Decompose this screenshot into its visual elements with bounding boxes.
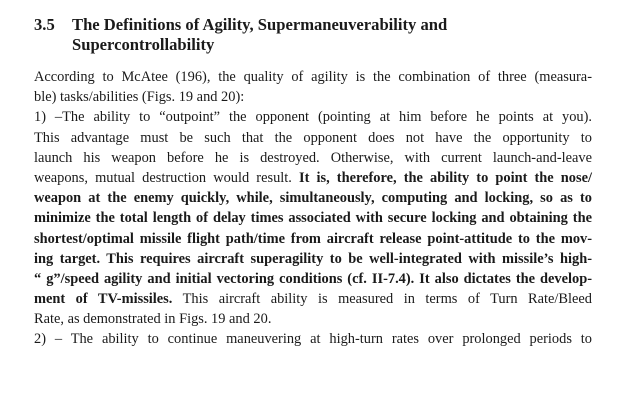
- text-segment: 2) – The ability to continue maneuvering at high-turn rates over prolonged periods to: [34, 331, 592, 348]
- bold-text-segment: “ g”/speed agility and initial vectoring conditions (cf. II-7.4). It also dictates the develop-: [34, 270, 592, 287]
- section-number: 3.5: [34, 15, 55, 34]
- bold-text-segment: It is, therefore, the ability to point the nose/: [298, 169, 592, 186]
- text-line: [34, 67, 592, 87]
- bold-text-segment: minimize the total length of delay times associated with secure locking and obtaining the: [34, 210, 592, 227]
- bold-text-segment: ment of TV-missiles.: [34, 291, 173, 308]
- text-line: [34, 309, 592, 329]
- text-line: [34, 229, 592, 249]
- text-line: [34, 329, 592, 349]
- text-segment: According to McAtee (196), the quality of agility is the combination of three (measura-: [34, 69, 592, 85]
- text-line: [34, 148, 592, 168]
- text-line: [34, 87, 592, 107]
- section-title-line: Supercontrollability: [72, 35, 215, 54]
- text-line: [34, 107, 592, 127]
- body-text: [34, 67, 592, 350]
- text-segment: Rate, as demonstrated in Figs. 19 and 20.: [34, 311, 272, 328]
- text-line: [34, 128, 592, 148]
- section-title-line: The Definitions of Agility, Supermaneuverability and: [72, 15, 448, 34]
- bold-text-segment: weapon at the enemy quickly, while, simultaneously, computing and locking, so as to: [34, 190, 592, 207]
- text-line: [34, 208, 592, 228]
- text-segment: ble) tasks/abilities (Figs. 19 and 20):: [34, 89, 245, 106]
- text-segment: This advantage must be such that the opponent does not have the opportunity to: [34, 129, 592, 146]
- text-line: [34, 188, 592, 208]
- bold-text-segment: shortest/optimal missile flight path/time from aircraft release point-attitude to the mov-: [34, 230, 592, 247]
- text-line: [34, 168, 592, 188]
- text-line: [34, 269, 592, 289]
- text-segment: weapons, mutual destruction would result.: [34, 169, 299, 186]
- text-line: [34, 249, 592, 269]
- text-segment: launch his weapon before he is destroyed. Otherwise, with current launch-and-leave: [34, 149, 592, 166]
- text-segment: 1) –The ability to “outpoint” the opponent (pointing at him before he points at you).: [34, 109, 592, 126]
- bold-text-segment: ing target. This requires aircraft superagility to be well-integrated with missile’s high-: [34, 250, 592, 267]
- text-segment: This aircraft ability is measured in terms of Turn Rate/Bleed: [172, 291, 592, 308]
- section-title: [72, 15, 612, 55]
- text-line: [34, 289, 592, 309]
